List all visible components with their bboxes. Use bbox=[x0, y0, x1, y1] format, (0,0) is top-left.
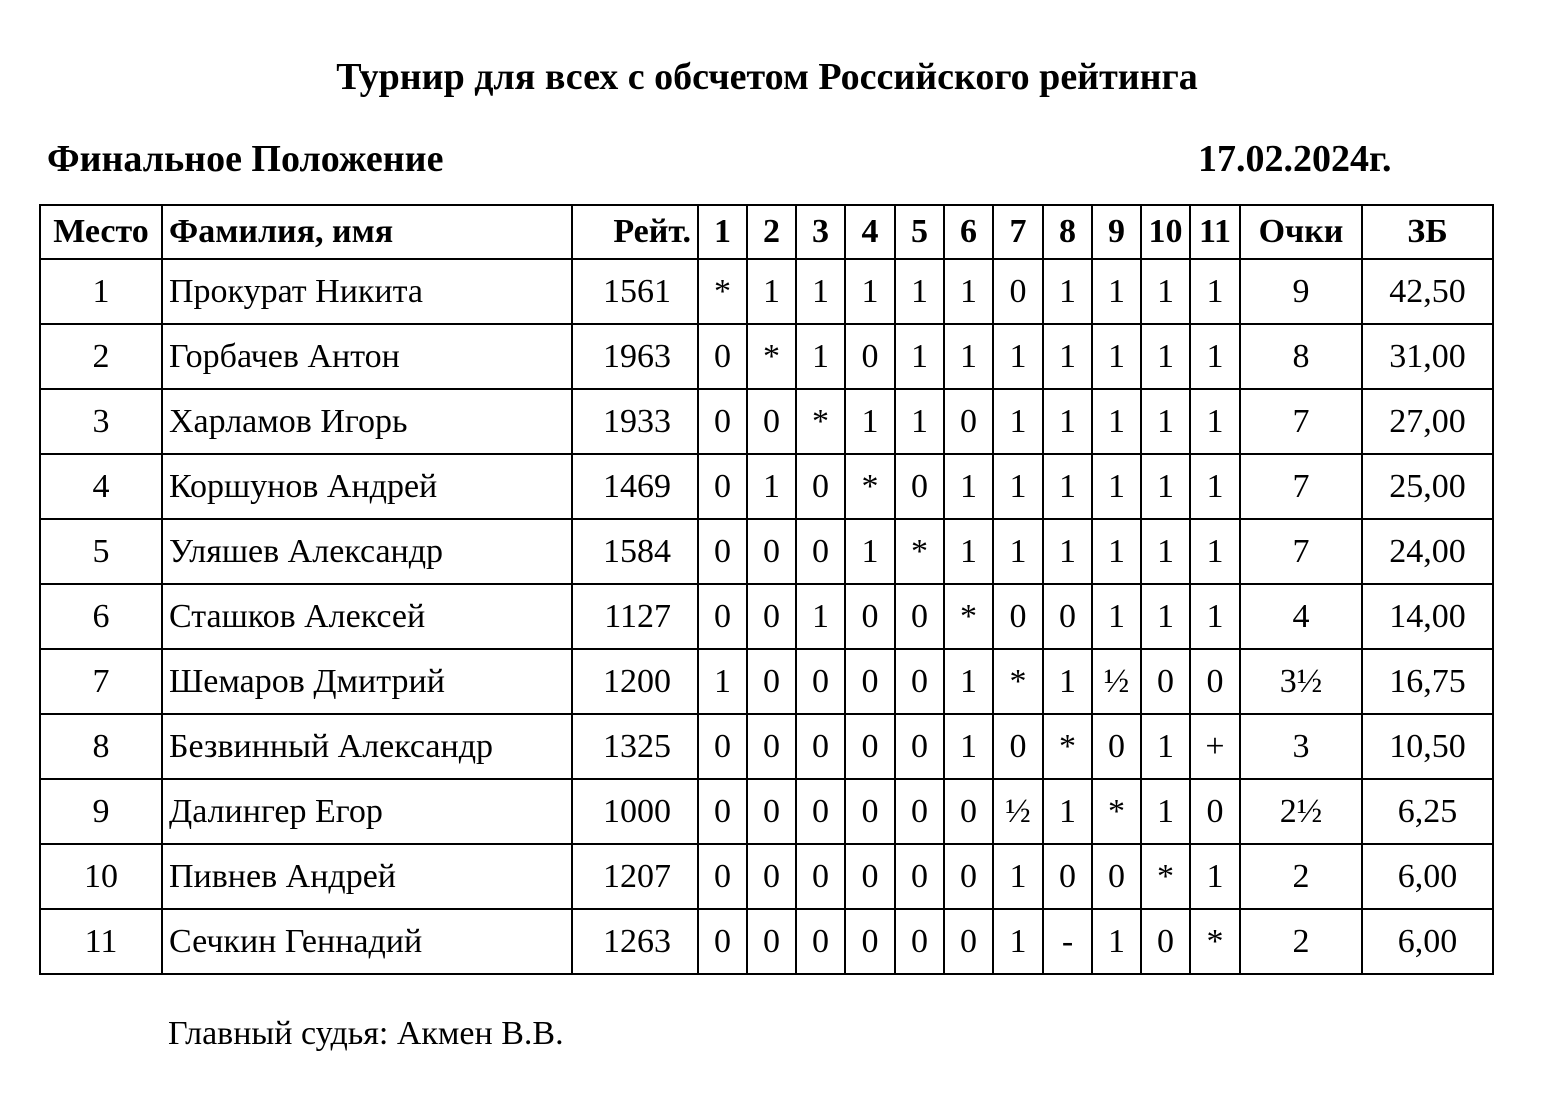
header-row bbox=[40, 205, 1493, 259]
tiebreak-cell: 6,00 bbox=[1362, 844, 1493, 909]
rating-cell: 1263 bbox=[572, 909, 698, 974]
result-cell: 0 bbox=[895, 714, 944, 779]
result-cell: * bbox=[747, 324, 796, 389]
result-cell: 1 bbox=[1141, 584, 1190, 649]
rating-cell: 1325 bbox=[572, 714, 698, 779]
table-row bbox=[40, 389, 1493, 454]
result-cell: 1 bbox=[1043, 454, 1092, 519]
result-cell: - bbox=[1043, 909, 1092, 974]
result-cell: 0 bbox=[796, 649, 845, 714]
name-cell: Сечкин Геннадий bbox=[162, 909, 572, 974]
result-cell: ½ bbox=[993, 779, 1043, 844]
header-round: 4 bbox=[845, 205, 895, 259]
table-row bbox=[40, 714, 1493, 779]
result-cell: 1 bbox=[1092, 909, 1141, 974]
rating-cell: 1000 bbox=[572, 779, 698, 844]
result-cell: 0 bbox=[698, 454, 747, 519]
place-cell: 4 bbox=[40, 454, 162, 519]
result-cell: * bbox=[698, 259, 747, 324]
standings-table bbox=[39, 204, 1494, 975]
result-cell: 1 bbox=[1092, 519, 1141, 584]
result-cell: 0 bbox=[1092, 844, 1141, 909]
result-cell: * bbox=[993, 649, 1043, 714]
table-row bbox=[40, 324, 1493, 389]
rating-cell: 1933 bbox=[572, 389, 698, 454]
standings-subtitle: Финальное Положение bbox=[47, 138, 444, 180]
result-cell: 0 bbox=[845, 649, 895, 714]
chief-judge: Главный судья: Акмен В.В. bbox=[168, 1015, 564, 1052]
result-cell: 0 bbox=[698, 584, 747, 649]
result-cell: 1 bbox=[993, 909, 1043, 974]
header-round: 5 bbox=[895, 205, 944, 259]
name-cell: Шемаров Дмитрий bbox=[162, 649, 572, 714]
result-cell: 1 bbox=[1092, 454, 1141, 519]
place-cell: 7 bbox=[40, 649, 162, 714]
points-cell: 2 bbox=[1240, 909, 1362, 974]
result-cell: 1 bbox=[1092, 259, 1141, 324]
header-round: 10 bbox=[1141, 205, 1190, 259]
result-cell: * bbox=[845, 454, 895, 519]
place-cell: 6 bbox=[40, 584, 162, 649]
header-round: 3 bbox=[796, 205, 845, 259]
points-cell: 8 bbox=[1240, 324, 1362, 389]
result-cell: 0 bbox=[845, 844, 895, 909]
result-cell: 0 bbox=[747, 844, 796, 909]
result-cell: 0 bbox=[993, 259, 1043, 324]
header-place: Место bbox=[40, 205, 162, 259]
table-row bbox=[40, 909, 1493, 974]
tiebreak-cell: 31,00 bbox=[1362, 324, 1493, 389]
tiebreak-cell: 25,00 bbox=[1362, 454, 1493, 519]
result-cell: 0 bbox=[845, 324, 895, 389]
result-cell: 1 bbox=[1043, 389, 1092, 454]
table-row bbox=[40, 649, 1493, 714]
result-cell: 1 bbox=[993, 454, 1043, 519]
result-cell: 1 bbox=[944, 324, 993, 389]
result-cell: 1 bbox=[993, 324, 1043, 389]
result-cell: 1 bbox=[1092, 324, 1141, 389]
header-round: 1 bbox=[698, 205, 747, 259]
rating-cell: 1584 bbox=[572, 519, 698, 584]
result-cell: 1 bbox=[1043, 259, 1092, 324]
place-cell: 5 bbox=[40, 519, 162, 584]
result-cell: 0 bbox=[993, 584, 1043, 649]
result-cell: 1 bbox=[1141, 324, 1190, 389]
table-row bbox=[40, 259, 1493, 324]
place-cell: 2 bbox=[40, 324, 162, 389]
tournament-title: Турнир для всех с обсчетом Российского рейтинга bbox=[336, 56, 1198, 98]
result-cell: 1 bbox=[796, 584, 845, 649]
table-row bbox=[40, 844, 1493, 909]
result-cell: 1 bbox=[1141, 389, 1190, 454]
result-cell: 0 bbox=[747, 389, 796, 454]
result-cell: 1 bbox=[747, 454, 796, 519]
name-cell: Уляшев Александр bbox=[162, 519, 572, 584]
tiebreak-cell: 24,00 bbox=[1362, 519, 1493, 584]
result-cell: 1 bbox=[993, 519, 1043, 584]
result-cell: 0 bbox=[796, 844, 845, 909]
result-cell: 1 bbox=[796, 324, 845, 389]
table-row bbox=[40, 584, 1493, 649]
result-cell: 1 bbox=[1190, 454, 1240, 519]
result-cell: 0 bbox=[895, 909, 944, 974]
result-cell: * bbox=[895, 519, 944, 584]
result-cell: 0 bbox=[747, 909, 796, 974]
header-round: 6 bbox=[944, 205, 993, 259]
result-cell: 1 bbox=[698, 649, 747, 714]
result-cell: 0 bbox=[698, 844, 747, 909]
result-cell: 0 bbox=[796, 779, 845, 844]
header-round: 11 bbox=[1190, 205, 1240, 259]
result-cell: 0 bbox=[1141, 649, 1190, 714]
result-cell: 0 bbox=[698, 714, 747, 779]
tiebreak-cell: 42,50 bbox=[1362, 259, 1493, 324]
result-cell: 1 bbox=[1190, 259, 1240, 324]
result-cell: 1 bbox=[944, 519, 993, 584]
result-cell: 1 bbox=[993, 389, 1043, 454]
table-row bbox=[40, 779, 1493, 844]
header-rating: Рейт. bbox=[572, 205, 698, 259]
result-cell: 1 bbox=[993, 844, 1043, 909]
result-cell: 0 bbox=[796, 519, 845, 584]
result-cell: 0 bbox=[1092, 714, 1141, 779]
result-cell: 1 bbox=[1141, 779, 1190, 844]
result-cell: 1 bbox=[1043, 324, 1092, 389]
result-cell: 1 bbox=[747, 259, 796, 324]
name-cell: Харламов Игорь bbox=[162, 389, 572, 454]
points-cell: 4 bbox=[1240, 584, 1362, 649]
result-cell: 0 bbox=[698, 324, 747, 389]
result-cell: 0 bbox=[747, 649, 796, 714]
table-row bbox=[40, 454, 1493, 519]
result-cell: ½ bbox=[1092, 649, 1141, 714]
result-cell: 1 bbox=[1190, 324, 1240, 389]
result-cell: 0 bbox=[944, 844, 993, 909]
tournament-date: 17.02.2024г. bbox=[1198, 138, 1392, 180]
result-cell: 1 bbox=[895, 324, 944, 389]
result-cell: 0 bbox=[747, 519, 796, 584]
points-cell: 2½ bbox=[1240, 779, 1362, 844]
result-cell: 0 bbox=[845, 909, 895, 974]
points-cell: 3½ bbox=[1240, 649, 1362, 714]
points-cell: 7 bbox=[1240, 389, 1362, 454]
result-cell: 0 bbox=[1043, 844, 1092, 909]
result-cell: 0 bbox=[796, 909, 845, 974]
result-cell: 0 bbox=[895, 779, 944, 844]
result-cell: 1 bbox=[895, 259, 944, 324]
result-cell: 1 bbox=[1092, 389, 1141, 454]
tiebreak-cell: 10,50 bbox=[1362, 714, 1493, 779]
result-cell: 1 bbox=[895, 389, 944, 454]
result-cell: 0 bbox=[895, 649, 944, 714]
result-cell: 0 bbox=[698, 779, 747, 844]
result-cell: + bbox=[1190, 714, 1240, 779]
name-cell: Далингер Егор bbox=[162, 779, 572, 844]
result-cell: 1 bbox=[1043, 519, 1092, 584]
result-cell: * bbox=[1190, 909, 1240, 974]
result-cell: 1 bbox=[1141, 259, 1190, 324]
place-cell: 11 bbox=[40, 909, 162, 974]
tiebreak-cell: 6,00 bbox=[1362, 909, 1493, 974]
place-cell: 3 bbox=[40, 389, 162, 454]
result-cell: 1 bbox=[845, 259, 895, 324]
result-cell: 0 bbox=[993, 714, 1043, 779]
result-cell: 0 bbox=[944, 779, 993, 844]
result-cell: 1 bbox=[1092, 584, 1141, 649]
result-cell: 0 bbox=[845, 779, 895, 844]
result-cell: 1 bbox=[1043, 779, 1092, 844]
rating-cell: 1469 bbox=[572, 454, 698, 519]
result-cell: 1 bbox=[1141, 519, 1190, 584]
result-cell: 0 bbox=[698, 519, 747, 584]
result-cell: 1 bbox=[1190, 389, 1240, 454]
name-cell: Коршунов Андрей bbox=[162, 454, 572, 519]
result-cell: 1 bbox=[944, 454, 993, 519]
header-round: 8 bbox=[1043, 205, 1092, 259]
result-cell: 1 bbox=[1190, 519, 1240, 584]
header-name: Фамилия, имя bbox=[162, 205, 572, 259]
result-cell: 0 bbox=[698, 909, 747, 974]
rating-cell: 1561 bbox=[572, 259, 698, 324]
result-cell: 0 bbox=[796, 714, 845, 779]
result-cell: * bbox=[944, 584, 993, 649]
result-cell: 0 bbox=[895, 454, 944, 519]
header-round: 7 bbox=[993, 205, 1043, 259]
name-cell: Сташков Алексей bbox=[162, 584, 572, 649]
result-cell: 0 bbox=[1190, 649, 1240, 714]
header-round: 9 bbox=[1092, 205, 1141, 259]
points-cell: 7 bbox=[1240, 454, 1362, 519]
result-cell: * bbox=[1092, 779, 1141, 844]
result-cell: 1 bbox=[944, 714, 993, 779]
result-cell: 1 bbox=[1190, 844, 1240, 909]
result-cell: 1 bbox=[944, 259, 993, 324]
tiebreak-cell: 14,00 bbox=[1362, 584, 1493, 649]
result-cell: 1 bbox=[1141, 714, 1190, 779]
result-cell: 0 bbox=[1141, 909, 1190, 974]
header-round: 2 bbox=[747, 205, 796, 259]
rating-cell: 1963 bbox=[572, 324, 698, 389]
result-cell: 1 bbox=[845, 389, 895, 454]
header-points: Очки bbox=[1240, 205, 1362, 259]
name-cell: Прокурат Никита bbox=[162, 259, 572, 324]
points-cell: 3 bbox=[1240, 714, 1362, 779]
place-cell: 1 bbox=[40, 259, 162, 324]
points-cell: 2 bbox=[1240, 844, 1362, 909]
result-cell: 1 bbox=[1190, 584, 1240, 649]
result-cell: 0 bbox=[944, 909, 993, 974]
result-cell: 0 bbox=[796, 454, 845, 519]
rating-cell: 1207 bbox=[572, 844, 698, 909]
result-cell: 1 bbox=[1043, 649, 1092, 714]
result-cell: * bbox=[796, 389, 845, 454]
result-cell: 0 bbox=[698, 389, 747, 454]
result-cell: 0 bbox=[895, 584, 944, 649]
result-cell: * bbox=[1043, 714, 1092, 779]
result-cell: 1 bbox=[1141, 454, 1190, 519]
result-cell: 0 bbox=[747, 779, 796, 844]
result-cell: 0 bbox=[845, 584, 895, 649]
name-cell: Горбачев Антон bbox=[162, 324, 572, 389]
rating-cell: 1200 bbox=[572, 649, 698, 714]
result-cell: 0 bbox=[747, 714, 796, 779]
result-cell: 0 bbox=[944, 389, 993, 454]
table-row bbox=[40, 519, 1493, 584]
result-cell: 0 bbox=[845, 714, 895, 779]
result-cell: 0 bbox=[747, 584, 796, 649]
tiebreak-cell: 6,25 bbox=[1362, 779, 1493, 844]
points-cell: 9 bbox=[1240, 259, 1362, 324]
points-cell: 7 bbox=[1240, 519, 1362, 584]
result-cell: 0 bbox=[895, 844, 944, 909]
result-cell: 1 bbox=[944, 649, 993, 714]
rating-cell: 1127 bbox=[572, 584, 698, 649]
place-cell: 9 bbox=[40, 779, 162, 844]
tiebreak-cell: 16,75 bbox=[1362, 649, 1493, 714]
result-cell: * bbox=[1141, 844, 1190, 909]
name-cell: Пивнев Андрей bbox=[162, 844, 572, 909]
result-cell: 0 bbox=[1190, 779, 1240, 844]
place-cell: 8 bbox=[40, 714, 162, 779]
place-cell: 10 bbox=[40, 844, 162, 909]
name-cell: Безвинный Александр bbox=[162, 714, 572, 779]
result-cell: 1 bbox=[796, 259, 845, 324]
result-cell: 0 bbox=[1043, 584, 1092, 649]
tiebreak-cell: 27,00 bbox=[1362, 389, 1493, 454]
header-tiebreak: ЗБ bbox=[1362, 205, 1493, 259]
result-cell: 1 bbox=[845, 519, 895, 584]
